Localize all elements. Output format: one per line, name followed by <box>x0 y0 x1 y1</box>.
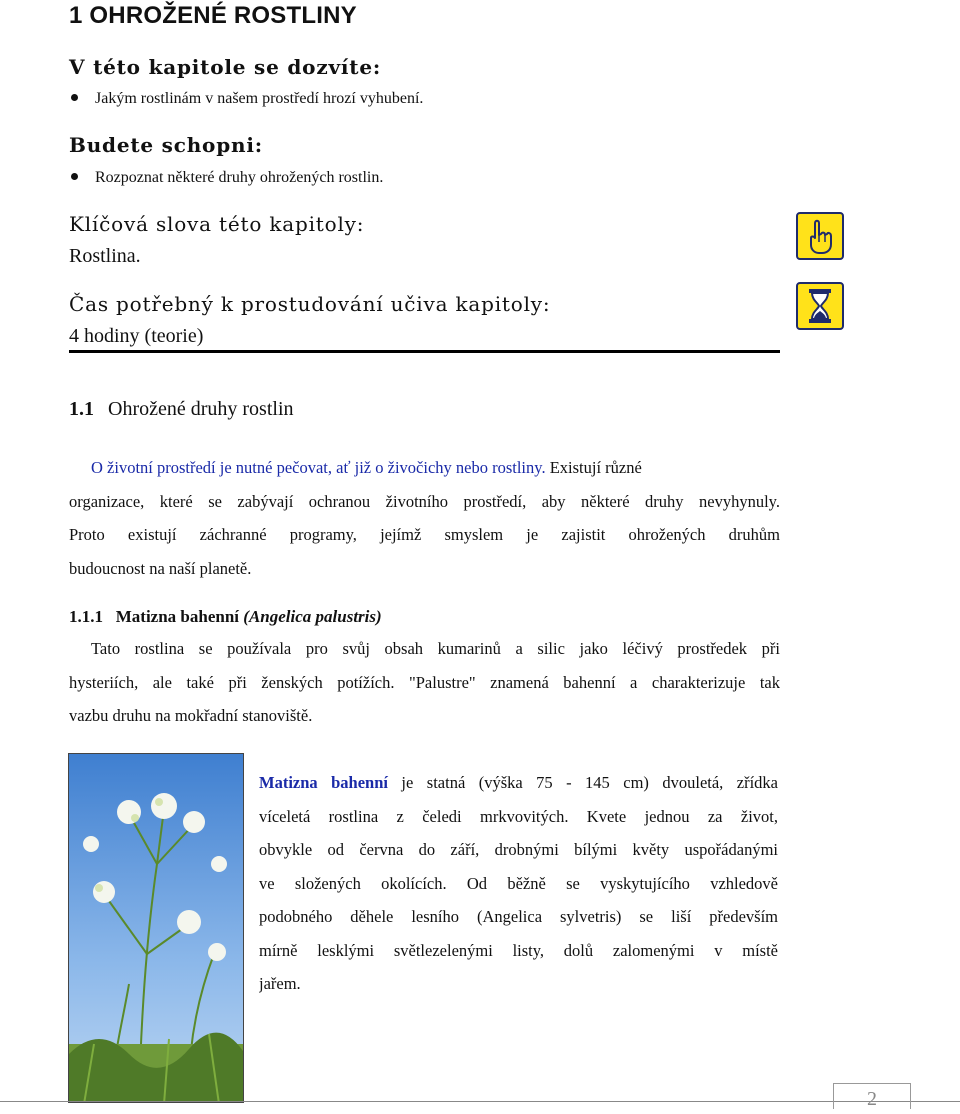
page-number: 2 <box>833 1083 911 1109</box>
subsection-line-2: hysteriích, ale také při ženských potížích. "Palustre" znamená bahenní a charakterizuje tak <box>69 672 780 692</box>
subsection-title: Matizna bahenní <box>115 607 240 626</box>
section-title: Ohrožené druhy rostlin <box>108 398 294 420</box>
description-paragraph <box>259 766 778 1001</box>
subsection-line-3: vazbu druhu na mokřadní stanoviště. <box>69 706 313 725</box>
section-heading <box>69 398 294 421</box>
able-heading: Budete schopni: <box>69 133 263 157</box>
time-value: 4 hodiny (teorie) <box>69 325 204 347</box>
time-heading: Čas potřebný k prostudování učiva kapitoly: <box>69 292 551 316</box>
subsection-heading <box>69 607 382 627</box>
section-line-3: Proto existují záchranné programy, jejímž smyslem je zajistit ohrožených druhům <box>69 525 780 544</box>
keywords-value: Rostlina. <box>69 245 141 267</box>
footer-rule <box>0 1101 960 1102</box>
chapter-title: 1 OHROŽENÉ ROSTLINY <box>69 2 357 29</box>
pointing-hand-icon <box>796 212 844 260</box>
bullet-icon <box>71 173 78 180</box>
plant-photo <box>68 753 244 1103</box>
subsection-paragraph <box>69 632 780 733</box>
able-list-item <box>71 169 383 187</box>
section-line-4: budoucnost na naší planetě. <box>69 558 252 578</box>
highlighted-sentence: O životní prostředí je nutné pečovat, ať již o živočichy nebo rostliny. <box>91 458 546 477</box>
section-divider <box>69 350 780 353</box>
learn-list-item <box>71 90 423 108</box>
description-line-1: Matizna bahenní je statná (výška 75 - 145 cm) dvouletá, zřídka <box>259 773 778 792</box>
bullet-icon <box>71 94 78 101</box>
section-line-1: O životní prostředí je nutné pečovat, ať již o živočichy nebo rostliny. Existují různé <box>91 458 642 477</box>
description-line-3: obvykle od června do září, drobnými bílými květy uspořádanými <box>259 840 778 859</box>
description-line-2: víceletá rostlina z čeledi mrkvovitých. Kvete jednou za život, <box>259 806 778 826</box>
learn-heading: V této kapitole se dozvíte: <box>69 55 382 79</box>
learn-item-text: Jakým rostlinám v našem prostředí hrozí vyhubení. <box>95 90 424 107</box>
description-line-7: jařem. <box>259 974 301 993</box>
subsection-line-1: Tato rostlina se používala pro svůj obsah kumarinů a silic jako léčivý prostředek při <box>91 639 780 658</box>
subsection-number: 1.1.1 <box>69 607 103 626</box>
section-line-2: organizace, které se zabývají ochranou životního prostředí, aby některé druhy nevyhynuly. <box>69 491 780 511</box>
able-item-text: Rozpoznat některé druhy ohrožených rostlin. <box>95 169 384 186</box>
section-number: 1.1 <box>69 398 94 420</box>
description-line-6: mírně lesklými světlezelenými listy, dolů zalomenými v místě <box>259 940 778 960</box>
section-paragraph <box>69 451 780 585</box>
description-line-5: podobného děhele lesního (Angelica sylvetris) se liší především <box>259 907 778 926</box>
description-line-4: ve složených okolících. Od běžně se vyskytujícího vzhledově <box>259 873 778 893</box>
hourglass-icon <box>796 282 844 330</box>
plant-name: Matizna bahenní <box>259 773 388 792</box>
subsection-latin-name: (Angelica palustris) <box>243 607 382 626</box>
keywords-heading: Klíčová slova této kapitoly: <box>69 212 365 236</box>
